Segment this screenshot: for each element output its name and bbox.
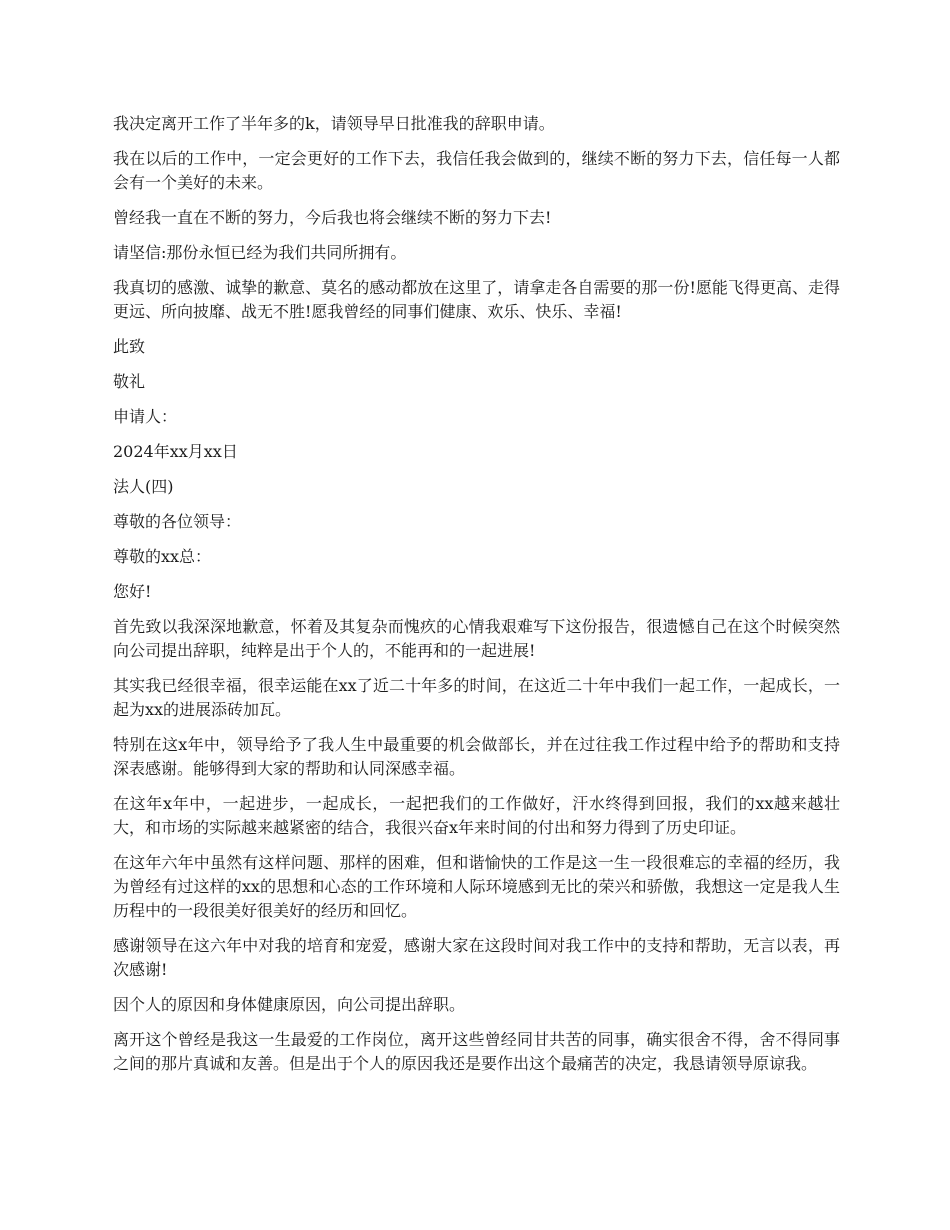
- paragraph: 其实我已经很幸福，很幸运能在xx了近二十年多的时间，在这近二十年中我们一起工作，一起成长，一起为xx的进展添砖加瓦。: [113, 676, 840, 719]
- paragraph: 在这年六年中虽然有这样问题、那样的困难，但和谐愉快的工作是这一生一段很难忘的幸福的经历，我为曾经有过这样的xx的思想和心态的工作环境和人际环境感到无比的荣兴和骄傲，我想这一定是我人生历程中的一段很美好很美好的经历和回忆。: [113, 853, 840, 920]
- paragraph: 特别在这x年中，领导给予了我人生中最重要的机会做部长，并在过往我工作过程中给予的帮助和支持深表感谢。能够得到大家的帮助和认同深感幸福。: [113, 735, 840, 778]
- paragraph: 离开这个曾经是我这一生最爱的工作岗位，离开这些曾经同甘共苦的同事，确实很舍不得，舍不得同事之间的那片真诚和友善。但是出于个人的原因我还是要作出这个最痛苦的决定，我恳请领导原谅我。: [113, 1030, 840, 1073]
- closing-salutation: 此致: [113, 337, 146, 356]
- date-line: 2024年xx月xx日: [113, 442, 238, 461]
- greeting: 您好!: [113, 582, 152, 601]
- paragraph: 我决定离开工作了半年多的k，请领导早日批准我的辞职申请。: [113, 114, 555, 133]
- paragraph: 感谢领导在这六年中对我的培育和宠爱，感谢大家在这段时间对我工作中的支持和帮助，无言以表，再次感谢!: [113, 936, 840, 979]
- paragraph: 首先致以我深深地歉意，怀着及其复杂而愧疚的心情我艰难写下这份报告，很遗憾自己在这个时候突然向公司提出辞职，纯粹是出于个人的，不能再和的一起进展!: [113, 617, 840, 660]
- paragraph: 曾经我一直在不断的努力，今后我也将会继续不断的努力下去!: [113, 208, 552, 227]
- applicant-label: 申请人：: [113, 407, 178, 426]
- paragraph: 我在以后的工作中，一定会更好的工作下去，我信任我会做到的，继续不断的努力下去，信任每一人都会有一个美好的未来。: [113, 149, 840, 192]
- section-heading: 法人(四): [113, 477, 174, 496]
- greeting: 尊敬的各位领导：: [113, 512, 242, 531]
- greeting: 尊敬的xx总：: [113, 547, 212, 566]
- paragraph: 请坚信:那份永恒已经为我们共同所拥有。: [113, 243, 407, 262]
- paragraph: 在这年x年中，一起进步，一起成长，一起把我们的工作做好，汗水终得到回报，我们的xx越来越壮大，和市场的实际越来越紧密的结合，我很兴奋x年来时间的付出和努力得到了历史印证。: [113, 794, 840, 837]
- paragraph: 我真切的感激、诚挚的歉意、莫名的感动都放在这里了，请拿走各自需要的那一份!愿能飞得更高、走得更远、所向披靡、战无不胜!愿我曾经的同事们健康、欢乐、快乐、幸福!: [113, 278, 840, 321]
- closing-respect: 敬礼: [113, 372, 146, 391]
- document-body: [113, 112, 840, 1087]
- paragraph: 因个人的原因和身体健康原因，向公司提出辞职。: [113, 995, 466, 1014]
